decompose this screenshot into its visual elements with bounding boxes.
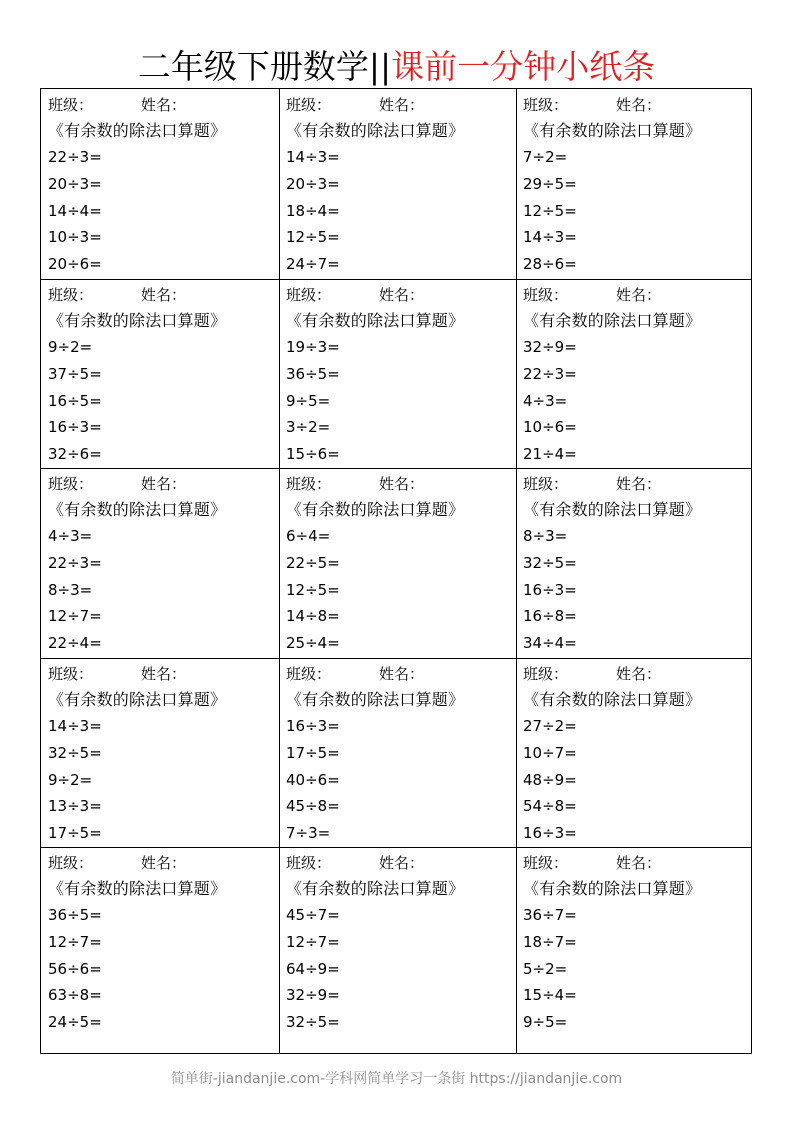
division-problem: 9÷2= xyxy=(48,770,93,789)
division-problem: 16÷3= xyxy=(523,824,577,843)
division-problem: 8÷3= xyxy=(523,527,568,545)
class-label: 班级： xyxy=(286,475,332,493)
cell-heading: 《有余数的除法口算题》 xyxy=(523,121,702,140)
worksheet-cell xyxy=(279,847,516,1053)
cell-header xyxy=(523,283,753,307)
worksheet-cell xyxy=(41,847,279,1053)
division-problem: 40÷6= xyxy=(286,770,340,789)
name-label: 姓名： xyxy=(379,286,425,304)
title-red: 课前一分钟小纸条 xyxy=(391,47,656,86)
division-problem: 28÷6= xyxy=(523,255,577,274)
division-problem: 4÷3= xyxy=(523,391,568,410)
cell-heading: 《有余数的除法口算题》 xyxy=(48,121,227,140)
division-problem: 45÷7= xyxy=(286,906,340,924)
division-problem: 12÷5= xyxy=(286,580,340,599)
division-problem: 56÷6= xyxy=(48,959,102,978)
division-problem: 16÷3= xyxy=(286,717,340,735)
cell-heading: 《有余数的除法口算题》 xyxy=(48,879,227,898)
division-problem: 48÷9= xyxy=(523,770,577,789)
cell-heading: 《有余数的除法口算题》 xyxy=(286,879,465,898)
cell-header xyxy=(286,283,516,307)
division-problem: 22÷4= xyxy=(48,634,102,653)
division-problem: 6÷4= xyxy=(286,527,331,545)
division-problem: 14÷3= xyxy=(48,717,102,735)
class-label: 班级： xyxy=(286,96,332,114)
division-problem: 22÷3= xyxy=(48,148,102,166)
class-label: 班级： xyxy=(286,286,332,304)
worksheet-cell xyxy=(516,89,753,279)
division-problem: 54÷8= xyxy=(523,797,577,816)
class-label: 班级： xyxy=(523,96,569,114)
division-problem: 32÷5= xyxy=(48,743,102,762)
division-problem: 10÷7= xyxy=(523,743,577,762)
division-problem: 20÷6= xyxy=(48,255,102,274)
name-label: 姓名： xyxy=(616,286,662,304)
class-label: 班级： xyxy=(48,96,94,114)
name-label: 姓名： xyxy=(379,665,425,683)
title-black: 二年级下册数学|| xyxy=(137,47,392,86)
cell-header xyxy=(523,472,753,496)
division-problem: 10÷3= xyxy=(48,228,102,247)
name-label: 姓名： xyxy=(616,665,662,683)
worksheet-cell xyxy=(279,89,516,279)
worksheet-cell xyxy=(279,468,516,658)
cell-heading: 《有余数的除法口算题》 xyxy=(48,690,227,709)
division-problem: 16÷8= xyxy=(523,607,577,626)
worksheet-cell xyxy=(516,847,753,1053)
division-problem: 7÷3= xyxy=(286,824,331,843)
cell-heading: 《有余数的除法口算题》 xyxy=(286,311,465,330)
division-problem: 9÷2= xyxy=(48,338,93,356)
worksheet-cell xyxy=(41,89,279,279)
class-label: 班级： xyxy=(286,665,332,683)
division-problem: 8÷3= xyxy=(48,580,93,599)
cell-heading: 《有余数的除法口算题》 xyxy=(523,879,702,898)
cell-header xyxy=(48,851,279,875)
division-problem: 22÷3= xyxy=(48,553,102,572)
division-problem: 20÷3= xyxy=(48,174,102,193)
division-problem: 9÷5= xyxy=(523,1013,568,1032)
cell-heading: 《有余数的除法口算题》 xyxy=(48,500,227,519)
division-problem: 4÷3= xyxy=(48,527,93,545)
division-problem: 16÷3= xyxy=(523,580,577,599)
class-label: 班级： xyxy=(523,665,569,683)
cell-header xyxy=(523,851,753,875)
division-problem: 18÷4= xyxy=(286,201,340,220)
class-label: 班级： xyxy=(523,286,569,304)
worksheet-cell xyxy=(279,658,516,847)
division-problem: 22÷5= xyxy=(286,553,340,572)
class-label: 班级： xyxy=(523,475,569,493)
division-problem: 32÷5= xyxy=(286,1013,340,1032)
division-problem: 21÷4= xyxy=(523,445,577,464)
worksheet-cell xyxy=(279,279,516,468)
division-problem: 5÷2= xyxy=(523,959,568,978)
division-problem: 10÷6= xyxy=(523,418,577,437)
page-title xyxy=(0,44,793,90)
division-problem: 17÷5= xyxy=(48,824,102,843)
division-problem: 15÷4= xyxy=(523,986,577,1005)
cell-header xyxy=(48,472,279,496)
division-problem: 16÷5= xyxy=(48,391,102,410)
division-problem: 29÷5= xyxy=(523,174,577,193)
division-problem: 37÷5= xyxy=(48,364,102,383)
cell-header xyxy=(286,472,516,496)
class-label: 班级： xyxy=(48,286,94,304)
cell-heading: 《有余数的除法口算题》 xyxy=(286,500,465,519)
division-problem: 14÷3= xyxy=(523,228,577,247)
cell-header xyxy=(48,283,279,307)
name-label: 姓名： xyxy=(616,475,662,493)
name-label: 姓名： xyxy=(141,96,187,114)
cell-header xyxy=(523,662,753,686)
division-problem: 32÷5= xyxy=(523,553,577,572)
division-problem: 36÷5= xyxy=(286,364,340,383)
division-problem: 25÷4= xyxy=(286,634,340,653)
class-label: 班级： xyxy=(48,854,94,872)
division-problem: 12÷7= xyxy=(286,932,340,951)
division-problem: 18÷7= xyxy=(523,932,577,951)
division-problem: 20÷3= xyxy=(286,174,340,193)
division-problem: 12÷7= xyxy=(48,607,102,626)
division-problem: 12÷5= xyxy=(523,201,577,220)
class-label: 班级： xyxy=(523,854,569,872)
name-label: 姓名： xyxy=(141,475,187,493)
cell-heading: 《有余数的除法口算题》 xyxy=(286,121,465,140)
division-problem: 32÷6= xyxy=(48,445,102,464)
division-problem: 63÷8= xyxy=(48,986,102,1005)
cell-heading: 《有余数的除法口算题》 xyxy=(286,690,465,709)
division-problem: 24÷7= xyxy=(286,255,340,274)
name-label: 姓名： xyxy=(379,96,425,114)
class-label: 班级： xyxy=(286,854,332,872)
name-label: 姓名： xyxy=(379,854,425,872)
division-problem: 36÷5= xyxy=(48,906,102,924)
cell-heading: 《有余数的除法口算题》 xyxy=(523,311,702,330)
cell-header xyxy=(48,662,279,686)
worksheet-cell xyxy=(41,658,279,847)
division-problem: 12÷7= xyxy=(48,932,102,951)
division-problem: 13÷3= xyxy=(48,797,102,816)
name-label: 姓名： xyxy=(616,96,662,114)
worksheet-cell xyxy=(516,468,753,658)
name-label: 姓名： xyxy=(616,854,662,872)
cell-header xyxy=(523,93,753,117)
class-label: 班级： xyxy=(48,665,94,683)
name-label: 姓名： xyxy=(379,475,425,493)
division-problem: 34÷4= xyxy=(523,634,577,653)
division-problem: 14÷4= xyxy=(48,201,102,220)
worksheet-cell xyxy=(41,468,279,658)
cell-heading: 《有余数的除法口算题》 xyxy=(523,690,702,709)
division-problem: 16÷3= xyxy=(48,418,102,437)
division-problem: 7÷2= xyxy=(523,148,568,166)
name-label: 姓名： xyxy=(141,854,187,872)
cell-heading: 《有余数的除法口算题》 xyxy=(523,500,702,519)
worksheet-cell xyxy=(41,279,279,468)
division-problem: 3÷2= xyxy=(286,418,331,437)
division-problem: 12÷5= xyxy=(286,228,340,247)
cell-heading: 《有余数的除法口算题》 xyxy=(48,311,227,330)
division-problem: 19÷3= xyxy=(286,338,340,356)
division-problem: 15÷6= xyxy=(286,445,340,464)
name-label: 姓名： xyxy=(141,665,187,683)
cell-header xyxy=(286,851,516,875)
division-problem: 9÷5= xyxy=(286,391,331,410)
name-label: 姓名： xyxy=(141,286,187,304)
division-problem: 14÷8= xyxy=(286,607,340,626)
cell-header xyxy=(48,93,279,117)
worksheet-cell xyxy=(516,279,753,468)
division-problem: 32÷9= xyxy=(286,986,340,1005)
division-problem: 64÷9= xyxy=(286,959,340,978)
division-problem: 36÷7= xyxy=(523,906,577,924)
division-problem: 32÷9= xyxy=(523,338,577,356)
division-problem: 45÷8= xyxy=(286,797,340,816)
division-problem: 17÷5= xyxy=(286,743,340,762)
cell-header xyxy=(286,662,516,686)
worksheet-cell xyxy=(516,658,753,847)
division-problem: 14÷3= xyxy=(286,148,340,166)
division-problem: 22÷3= xyxy=(523,364,577,383)
division-problem: 27÷2= xyxy=(523,717,577,735)
class-label: 班级： xyxy=(48,475,94,493)
cell-header xyxy=(286,93,516,117)
worksheet-grid xyxy=(40,88,752,1054)
division-problem: 24÷5= xyxy=(48,1013,102,1032)
footer-text: 简单街-jiandanjie.com-学科网简单学习一条街 https://jiandanjie.com xyxy=(170,1071,623,1087)
